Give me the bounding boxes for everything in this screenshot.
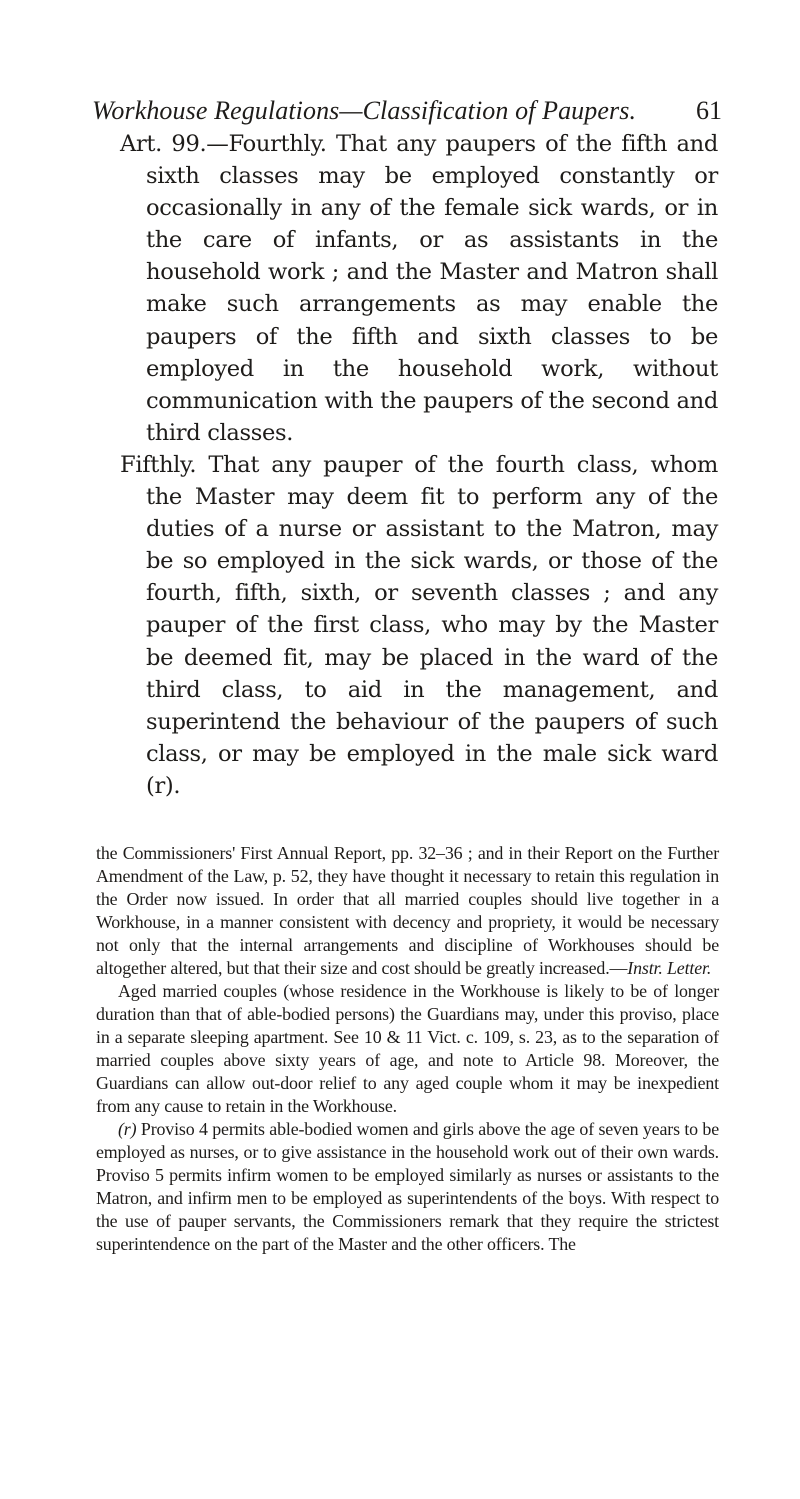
footnotes	[96, 842, 719, 1256]
running-title: Workhouse Regulations—Classification of Paupers.	[92, 96, 637, 125]
footnote-citation: Instr. Letter.	[627, 958, 712, 978]
footnote-r-marker: (r)	[118, 1119, 137, 1139]
footnote-aged-couples: Aged married couples (whose residence in the Workhouse is likely to be of longer duration than that of able-bodied persons) the Guardians may, under this proviso, place in a separate sleeping apartment. See 10 & 11 Vict. c. 109, s. 23, as to the separation of married couples above sixty years of age, and note to Article 98. Moreover, the Guardians can allow out-door relief to any aged couple whom it may be inexpedient from any cause to retain in the Workhouse.	[96, 981, 719, 1116]
footnote-r	[96, 1118, 719, 1256]
running-head	[92, 96, 722, 132]
page-number: 61	[696, 96, 722, 125]
footnote-continued-text: the Commissioners' First Annual Report, pp. 32–36 ; and in their Report on the Further Amendment of the Law, p. 52, they have thought it necessary to retain this regulation in the Order now issued. In order that all married couples should live together in a Workhouse, in a manner consistent with decency and propriety, it would be necessary not only that the internal arrangements and discipline of Workhouses should be altogether altered, but that their size and cost should be greatly increased.—	[96, 843, 719, 978]
article-body	[120, 128, 718, 802]
article-99-fourthly: Art. 99.—Fourthly. That any paupers of the fifth and sixth classes may be employed constantly or occasionally in any of the female sick wards, or in the care of infants, or as assistants in the household work ; and the Master and Matron shall make such arrangements as may enable the paupers of the fifth and sixth classes to be employed in the household work, without communication with the paupers of the second and third classes.	[120, 131, 718, 446]
footnote-r-text: Proviso 4 permits able-bodied women and girls above the age of seven years to be employed as nurses, or to give assistance in the household work out of their own wards. Proviso 5 permits infirm women to be employed similarly as nurses or assistants to the Matron, and infirm men to be employed as superintendents of the boys. With respect to the use of pauper servants, the Commissioners remark that they require the strictest superintendence on the part of the Master and the other officers. The	[96, 1119, 720, 1254]
article-99-fifthly: Fifthly. That any pauper of the fourth class, whom the Master may deem fit to perform any of the duties of a nurse or assistant to the Matron, may be so employed in the sick wards, or those of the fourth, fifth, sixth, or seventh classes ; and any pauper of the first class, who may by the Master be deemed fit, may be placed in the ward of the third class, to aid in the management, and superintend the behaviour of the paupers of such class, or may be employed in the male sick ward (r).	[120, 451, 718, 799]
footnote-continued	[96, 842, 719, 980]
